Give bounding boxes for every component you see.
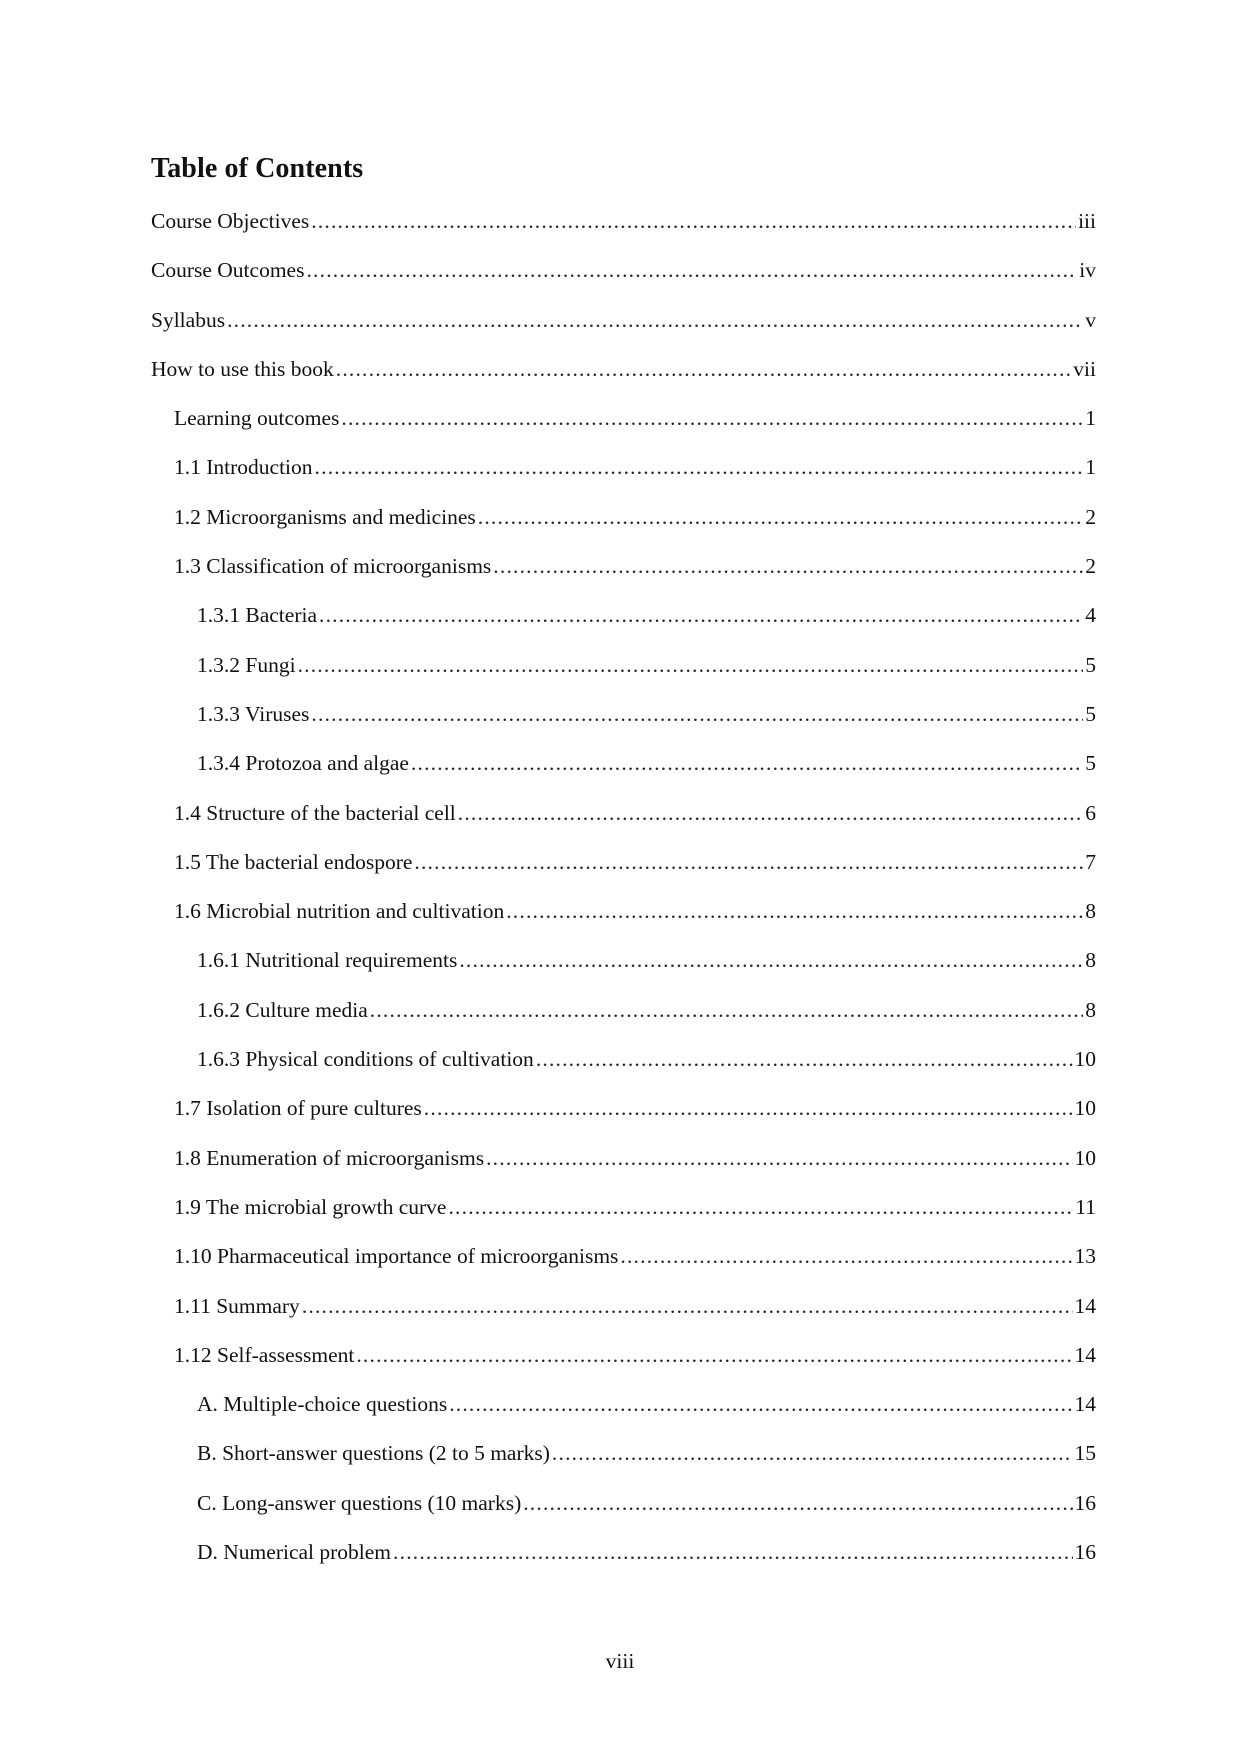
toc-entry-page: vii <box>1073 356 1096 381</box>
toc-entry-title: 1.2 Microorganisms and medicines <box>174 504 476 529</box>
toc-entry-title: 1.3 Classification of microorganisms <box>174 554 492 579</box>
toc-entry-title: Course Objectives <box>151 209 310 233</box>
toc-entry-title: 1.9 The microbial growth curve <box>174 1194 447 1219</box>
toc-entry-title: 1.10 Pharmaceutical importance of microorganisms <box>174 1244 619 1269</box>
toc-entry-title: Syllabus <box>151 307 226 332</box>
toc-entry-title: B. Short-answer questions (2 to 5 marks) <box>197 1441 550 1466</box>
toc-entry-page: iv <box>1079 258 1096 283</box>
toc-entry-page: 5 <box>1085 652 1096 677</box>
dot-leader <box>414 847 1083 877</box>
toc-entry-title: 1.1 Introduction <box>174 455 313 480</box>
toc-entry-title: Course Outcomes <box>151 258 305 283</box>
toc-entry[interactable] <box>151 600 1096 649</box>
toc-entry-page: 10 <box>1074 1145 1096 1170</box>
dot-leader <box>448 1192 1073 1222</box>
toc-entry-page: 11 <box>1075 1194 1096 1219</box>
toc-entry-page: 8 <box>1085 997 1096 1022</box>
dot-leader <box>370 995 1083 1025</box>
dot-leader <box>315 452 1084 482</box>
toc-entry[interactable] <box>151 452 1096 501</box>
toc-entry[interactable] <box>151 1291 1096 1340</box>
toc-entry-title: 1.4 Structure of the bacterial cell <box>174 800 456 825</box>
toc-entry-page: 2 <box>1085 554 1096 579</box>
toc-entry[interactable] <box>151 1241 1096 1290</box>
toc-entry-page: iii <box>1078 209 1096 233</box>
toc-entry-title: A. Multiple-choice questions <box>197 1392 448 1417</box>
toc-entry[interactable] <box>151 945 1096 994</box>
toc-entry[interactable] <box>151 206 1096 255</box>
toc-entry-title: 1.6.3 Physical conditions of cultivation <box>197 1047 534 1072</box>
toc-entry-title: 1.3.4 Protozoa and algae <box>197 751 409 776</box>
dot-leader <box>227 305 1083 335</box>
toc-entry-title: 1.5 The bacterial endospore <box>174 849 413 874</box>
toc-entry[interactable] <box>151 1093 1096 1142</box>
toc-entry-page: 16 <box>1074 1540 1096 1565</box>
toc-entry[interactable] <box>151 305 1096 354</box>
toc-entry-page: 13 <box>1074 1244 1096 1269</box>
toc-entry-title: 1.8 Enumeration of microorganisms <box>174 1145 485 1170</box>
toc-entry[interactable] <box>151 1143 1096 1192</box>
toc-entry[interactable] <box>151 650 1096 699</box>
toc-entry[interactable] <box>151 502 1096 551</box>
toc-entry[interactable] <box>151 1192 1096 1241</box>
toc-entry[interactable] <box>151 896 1096 945</box>
toc-entry-page: 5 <box>1085 701 1096 726</box>
dot-leader <box>302 1291 1073 1321</box>
dot-leader <box>620 1241 1072 1271</box>
dot-leader <box>552 1438 1073 1468</box>
dot-leader <box>536 1044 1073 1074</box>
toc-entry-title: 1.7 Isolation of pure cultures <box>174 1096 422 1121</box>
toc-entry-page: 15 <box>1074 1441 1096 1466</box>
dot-leader <box>311 699 1083 729</box>
toc-entry-page: 8 <box>1085 899 1096 924</box>
toc-entry[interactable] <box>151 798 1096 847</box>
toc-entry[interactable] <box>151 1044 1096 1093</box>
toc-entry-title: How to use this book <box>151 356 334 381</box>
toc-entry[interactable] <box>151 1537 1096 1586</box>
toc-entry-title: 1.3.1 Bacteria <box>197 603 317 628</box>
dot-leader <box>306 255 1077 285</box>
toc-entry-title: 1.12 Self-assessment <box>174 1342 355 1367</box>
dot-leader <box>356 1340 1072 1370</box>
dot-leader <box>319 600 1083 630</box>
toc-entry-page: 7 <box>1085 849 1096 874</box>
toc-entry[interactable] <box>151 403 1096 452</box>
toc-entry-page: v <box>1085 307 1096 332</box>
toc-heading: Table of Contents <box>151 153 364 184</box>
toc-entry-page: 14 <box>1074 1392 1096 1417</box>
dot-leader <box>449 1389 1072 1419</box>
toc-entry-title: 1.6 Microbial nutrition and cultivation <box>174 899 505 924</box>
dot-leader <box>298 650 1084 680</box>
dot-leader <box>458 798 1083 828</box>
dot-leader <box>459 945 1083 975</box>
toc-entry[interactable] <box>151 847 1096 896</box>
dot-leader <box>393 1537 1072 1567</box>
dot-leader <box>523 1488 1072 1518</box>
toc-entry-title: 1.11 Summary <box>174 1293 300 1318</box>
toc-entry[interactable] <box>151 551 1096 600</box>
toc-entry[interactable] <box>151 995 1096 1044</box>
toc-entry[interactable] <box>151 1389 1096 1438</box>
toc-entry[interactable] <box>151 1340 1096 1389</box>
toc-entry[interactable] <box>151 699 1096 748</box>
toc-entry-page: 10 <box>1074 1047 1096 1072</box>
toc-list <box>151 206 1096 1586</box>
dot-leader <box>336 354 1072 384</box>
toc-entry-page: 16 <box>1074 1490 1096 1515</box>
dot-leader <box>311 206 1076 236</box>
toc-entry-page: 6 <box>1085 800 1096 825</box>
toc-entry-title: 1.3.3 Viruses <box>197 701 310 726</box>
dot-leader <box>478 502 1084 532</box>
dot-leader <box>341 403 1083 433</box>
toc-entry-page: 14 <box>1074 1293 1096 1318</box>
page-number: viii <box>605 1649 635 1673</box>
toc-entry-page: 10 <box>1074 1096 1096 1121</box>
toc-entry[interactable] <box>151 255 1096 304</box>
dot-leader <box>411 748 1083 778</box>
toc-entry-page: 5 <box>1085 751 1096 776</box>
toc-entry-page: 1 <box>1085 406 1096 431</box>
dot-leader <box>486 1143 1072 1173</box>
dot-leader <box>424 1093 1073 1123</box>
toc-entry[interactable] <box>151 1438 1096 1487</box>
toc-entry-page: 4 <box>1085 603 1096 628</box>
dot-leader <box>493 551 1083 581</box>
toc-entry-page: 14 <box>1074 1342 1096 1367</box>
toc-entry-page: 2 <box>1085 504 1096 529</box>
toc-entry-title: D. Numerical problem <box>197 1540 392 1565</box>
toc-entry-title: Learning outcomes <box>174 406 340 431</box>
dot-leader <box>506 896 1083 926</box>
toc-entry[interactable] <box>151 354 1096 403</box>
toc-entry-title: 1.3.2 Fungi <box>197 652 296 677</box>
toc-entry-title: C. Long-answer questions (10 marks) <box>197 1490 522 1515</box>
toc-entry-title: 1.6.2 Culture media <box>197 997 368 1022</box>
toc-entry-title: 1.6.1 Nutritional requirements <box>197 948 458 973</box>
toc-entry-page: 8 <box>1085 948 1096 973</box>
toc-entry[interactable] <box>151 1488 1096 1537</box>
toc-entry-page: 1 <box>1085 455 1096 480</box>
toc-entry[interactable] <box>151 748 1096 797</box>
